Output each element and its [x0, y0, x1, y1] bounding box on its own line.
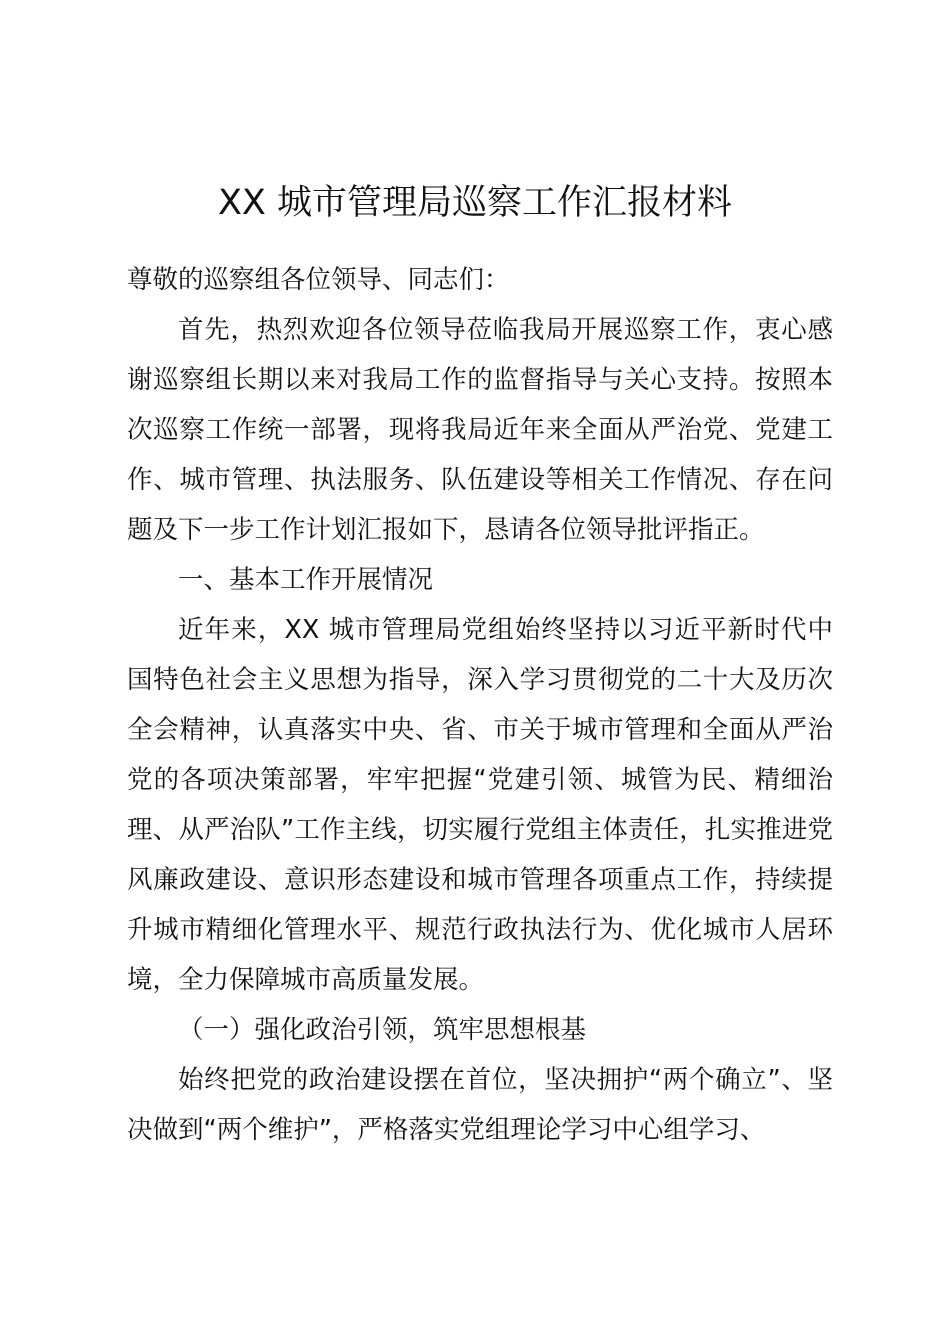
salutation: 尊敬的巡察组各位领导、同志们： — [127, 265, 510, 295]
paragraph-intro: 首先，热烈欢迎各位领导莅临我局开展巡察工作，衷心感谢巡察组长期以来对我局工作的监督指导与关心支持。按照本次巡察工作统一部署，现将我局近年来全面从严治党、党建工作、城市管理、执法服务、队伍建设等相关工作情况、存在问题及下一步工作计划汇报如下，恳请各位领导批评指正。 — [127, 315, 833, 545]
paragraph-overview: 近年来，XX 城市管理局党组始终坚持以习近平新时代中国特色社会主义思想为指导，深入学习贯彻党的二十大及历次全会精神，认真落实中央、省、市关于城市管理和全面从严治党的各项决策部署，牢牢把握“党建引领、城管为民、精细治理、从严治队”工作主线，切实履行党组主体责任，扎实推进党风廉政建设、意识形态建设和城市管理各项重点工作，持续提升城市精细化管理水平、规范行政执法行为、优化城市人居环境，全力保障城市高质量发展。 — [127, 615, 833, 995]
document-body — [127, 255, 833, 1155]
document-title: XX 城市管理局巡察工作汇报材料 — [217, 183, 733, 223]
section-heading-1: 一、基本工作开展情况 — [178, 565, 434, 595]
paragraph-political-building: 始终把党的政治建设摆在首位，坚决拥护“两个确立”、坚决做到“两个维护”，严格落实党组理论学习中心组学习、 — [127, 1065, 833, 1145]
subsection-heading-1: （一）强化政治引领，筑牢思想根基 — [178, 1015, 587, 1045]
